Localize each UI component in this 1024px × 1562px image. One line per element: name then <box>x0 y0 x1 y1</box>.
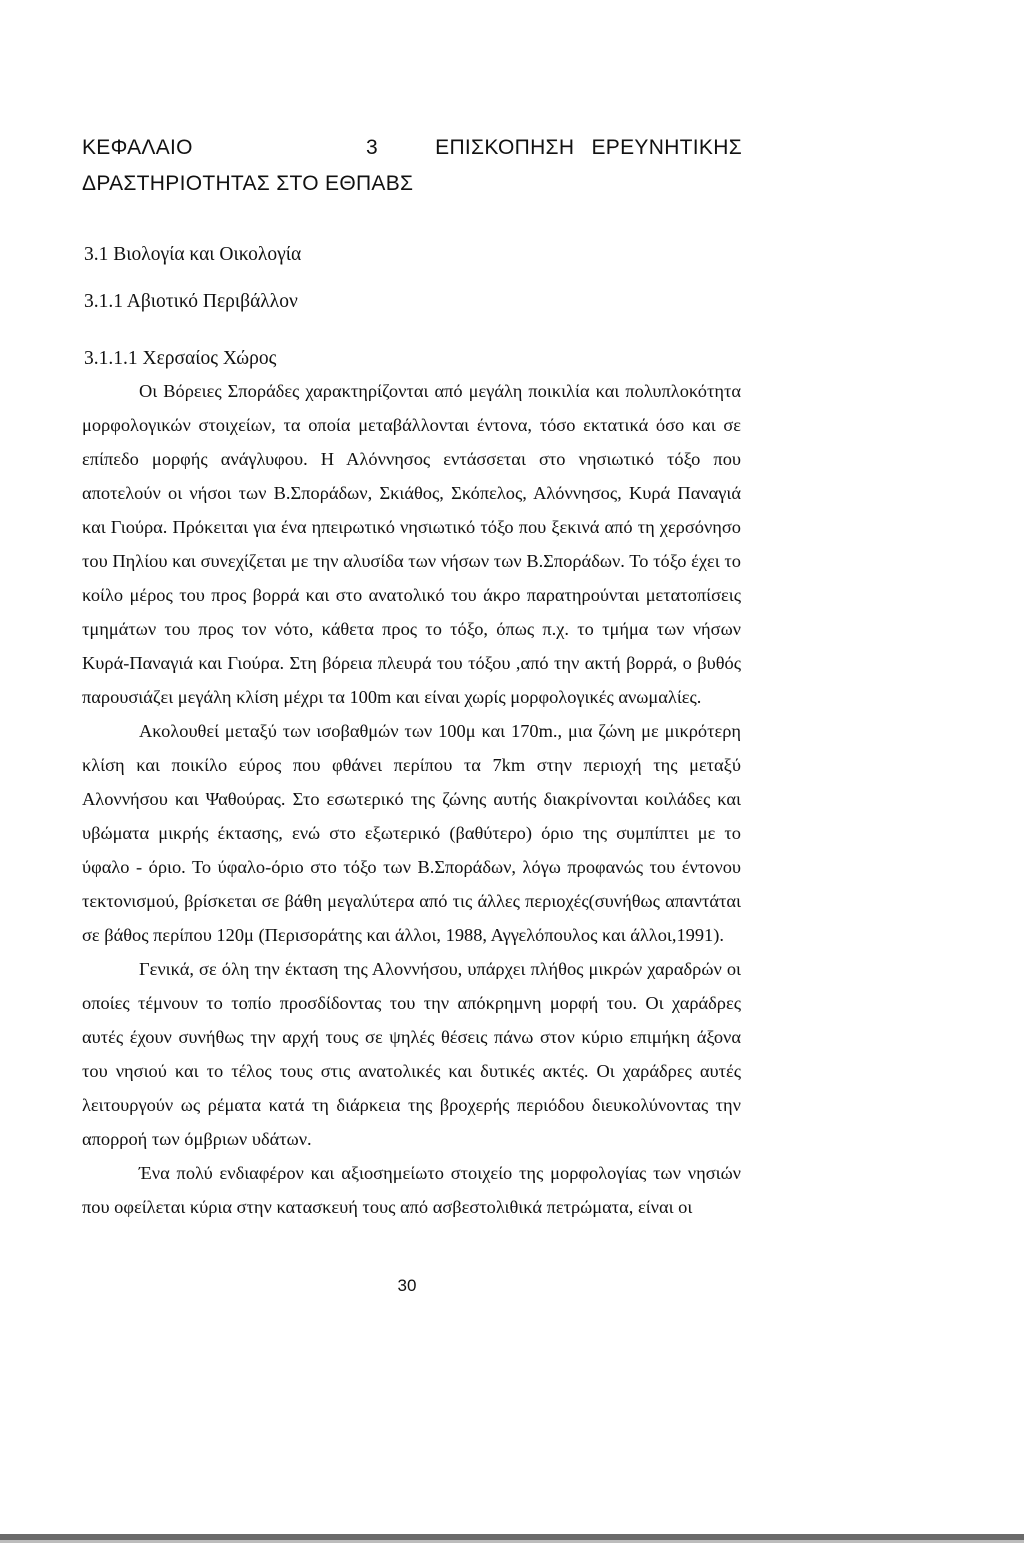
paragraph: Ακολουθεί μεταξύ των ισοβαθμών των 100μ και 170m., μια ζώνη με μικρότερη κλίση και ποικίλο εύρος που φθάνει περίπου τα 7km στην περιοχή της μεταξύ Αλοννήσου και Ψαθούρας. Στο εσωτερικό της ζώνης αυτής διακρίνονται κοιλάδες και υβώματα μικρής έκτασης, ενώ στο εξωτερικό (βαθύτερο) όριο της συμπίπτει με το ύφαλο - όριο. Το ύφαλο-όριο στο τόξο των Β.Σποράδων, λόγω προφανώς του έντονου τεκτονισμού, βρίσκεται σε βάθη μεγαλύτερα από τις άλλες περιοχές(συνήθως απαντάται σε βάθος περίπου 120μ (Περισοράτης και άλλοι, 1988, Αγγελόπουλος και άλλοι,1991). <box>82 721 741 945</box>
chapter-number: 3 <box>365 136 378 159</box>
scan-edge-rule-light <box>0 1540 1024 1543</box>
body-text <box>82 374 741 1224</box>
paragraph: Οι Βόρειες Σποράδες χαρακτηρίζονται από μεγάλη ποικιλία και πολυπλοκότητα μορφολογικών στοιχείων, τα οποία μεταβάλλονται έντονα, τόσο εκτατικά όσο και σε επίπεδο μορφής ανάγλυφου. Η Αλόννησος εντάσσεται στο νησιωτικό τόξο που αποτελούν οι νήσοι των Β.Σποράδων, Σκιάθος, Σκόπελος, Αλόννησος, Κυρά Παναγιά και Γιούρα. Πρόκειται για ένα ηπειρωτικό νησιωτικό τόξο που ξεκινά από τη χερσόνησο του Πηλίου και συνεχίζεται με την αλυσίδα των νήσων των Β.Σποράδων. Το τόξο έχει το κοίλο μέρος του προς βορρά και στο ανατολικό του άκρο παρατηρούνται μετατοπίσεις τμημάτων του προς τον νότο, κάθετα προς το τόξο, όπως π.χ. το τμήμα των νήσων Κυρά-Παναγιά και Γιούρα. Στη βόρεια πλευρά του τόξου ,από την ακτή βορρά, ο βυθός παρουσιάζει μεγάλη κλίση μέχρι τα 100m και είναι χωρίς μορφολογικές ανωμαλίες. <box>82 381 741 707</box>
paragraph: Ένα πολύ ενδιαφέρον και αξιοσημείωτο στοιχείο της μορφολογίας των νησιών που οφείλεται κύρια στην κατασκευή τους από ασβεστολιθικά πετρώματα, είναι οι <box>82 1163 741 1217</box>
page-number: 30 <box>397 1276 417 1295</box>
subsubsection-heading: 3.1.1.1 Χερσαίος Χώρος <box>84 348 277 369</box>
paragraph: Γενικά, σε όλη την έκταση της Αλοννήσου, υπάρχει πλήθος μικρών χαραδρών οι οποίες τέμνουν το τοπίο προσδίδοντας του την απόκρημνη μορφή του. Οι χαράδρες αυτές έχουν συνήθως την αρχή τους σε ψηλές θέσεις πάνω στον κύριο επιμήκη άξονα του νησιού και το τέλος τους στις ανατολικές και δυτικές ακτές. Οι χαράδρες αυτές λειτουργούν ως ρέματα κατά τη διάρκεια της βροχερής περιόδου διευκολύνοντας την απορροή των όμβριων υδάτων. <box>82 959 741 1149</box>
chapter-label: ΚΕΦΑΛΑΙΟ <box>82 136 193 159</box>
chapter-title-line-2: ΔΡΑΣΤΗΡΙΟΤΗΤΑΣ ΣΤΟ ΕΘΠΑΒΣ <box>82 172 414 195</box>
chapter-title <box>82 130 742 202</box>
chapter-title-line-1 <box>82 130 742 166</box>
chapter-title-word-1: ΕΠΙΣΚΟΠΗΣΗ <box>435 136 575 159</box>
section-heading: 3.1 Βιολογία και Οικολογία <box>84 244 302 265</box>
chapter-title-word-2: ΕΡΕΥΝΗΤΙΚΗΣ <box>591 136 742 159</box>
subsection-heading: 3.1.1 Αβιοτικό Περιβάλλον <box>84 291 298 312</box>
